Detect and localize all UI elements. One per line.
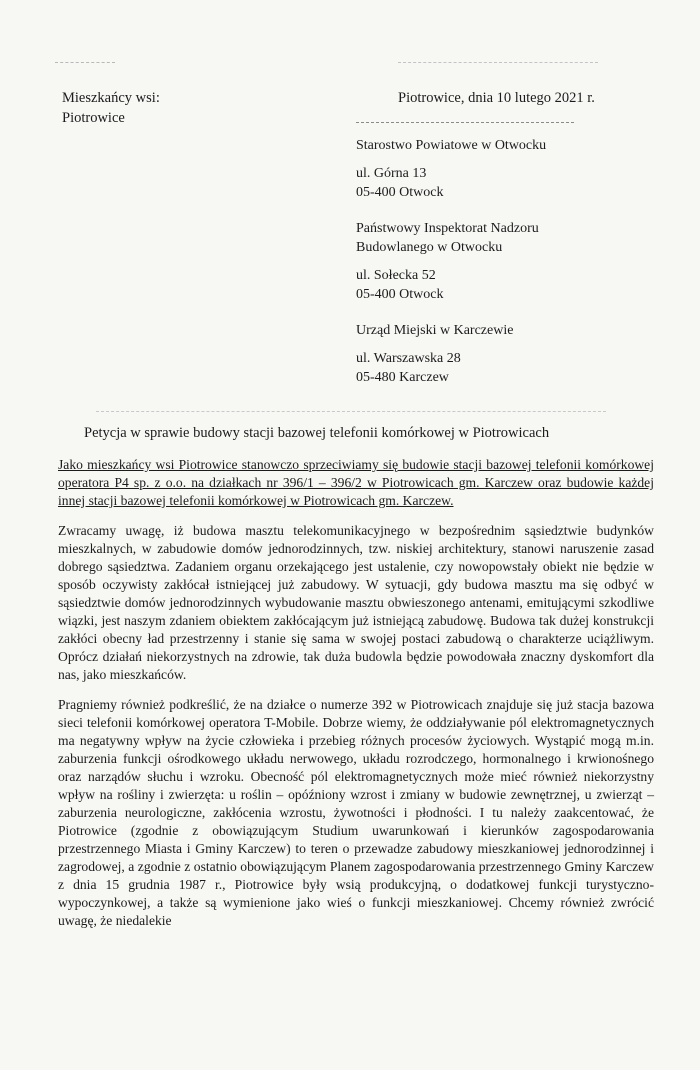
header-scratch-mark	[398, 62, 598, 63]
recipient-name: Urząd Miejski w Karczewie	[356, 323, 514, 338]
title-scratch-mark	[96, 411, 606, 412]
recipient	[356, 321, 686, 387]
recipient	[356, 219, 686, 304]
recipient-address-line: ul. Sołecka 52	[356, 268, 436, 283]
body-paragraph: Zwracamy uwagę, iż budowa masztu telekomunikacyjnego w bezpośrednim sąsiedztwie budynków mieszkalnych, w zabudowie domów jednorodzinnych, tzw. niskiej architektury, stanowi naruszenie zasad dobrego sąsiedztwa. Zadaniem organu orzekającego jest ustalenie, czy nowopowstały obiekt nie będzie w sposób oczywisty zakłócał istniejącej już zabudowy. W sytuacji, gdy budowa masztu ma się odbyć w sąsiedztwie domów jednorodzinnych wybudowanie masztu obwieszonego antenami, emitującymi szkodliwe wiązki, jest naszym zdaniem obiektem zakłócającym już istniejącą zabudowę. Budowa tak dużej konstrukcji zakłóci obecny ład przestrzenny i stanie się sama w swojej postaci zabudową o charakterze uciążliwym. Oprócz działań niekorzystnych na zdrowie, tak duża budowla będzie powodowała znaczny dyskomfort dla nas, jako mieszkańców.	[58, 523, 654, 682]
petition-statement: Jako mieszkańcy wsi Piotrowice stanowczo sprzeciwiamy się budowie stacji bazowej telefonii komórkowej operatora P4 sp. z o.o. na działkach nr 396/1 – 396/2 w Piotrowicach gm. Karczew oraz budowie każdej innej stacji bazowej telefonii komórkowej w Piotrowicach gm. Karczew.	[58, 457, 654, 508]
recipient-name: Państwowy Inspektorat Nadzoru Budowlanego w Otwocku	[356, 221, 539, 255]
petition-title: Petycja w sprawie budowy stacji bazowej telefonii komórkowej w Piotrowicach	[84, 425, 550, 441]
sender-line: Piotrowice	[62, 110, 125, 126]
recipient-address-line: 05-400 Otwock	[356, 287, 444, 302]
recipient-name: Starostwo Powiatowe w Otwocku	[356, 138, 547, 153]
recipient-address-line: 05-480 Karczew	[356, 370, 449, 385]
recipients-block	[356, 136, 686, 404]
recipient-address-line: ul. Górna 13	[356, 166, 427, 181]
date-underline	[356, 122, 574, 123]
recipient-address-line: ul. Warszawska 28	[356, 351, 461, 366]
petition-body	[58, 456, 654, 942]
document-date: Piotrowice, dnia 10 lutego 2021 r.	[398, 90, 595, 106]
sender-block	[62, 88, 160, 128]
recipient	[356, 136, 686, 202]
recipient-address-line: 05-400 Otwock	[356, 185, 444, 200]
sender-line: Mieszkańcy wsi:	[62, 90, 160, 106]
header-scratch-mark	[55, 62, 115, 63]
body-paragraph: Pragniemy również podkreślić, że na działce o numerze 392 w Piotrowicach znajduje się już stacja bazowa sieci telefonii komórkowej operatora T-Mobile. Dobrze wiemy, że oddziaływanie pól elektromagnetycznych ma negatywny wpływ na życie człowieka i przebieg różnych procesów życiowych. Wystąpić mogą m.in. zaburzenia funkcji ośrodkowego układu nerwowego, układu rozrodczego, hormonalnego i krwionośnego oraz narządów słuchu i wzroku. Obecność pól elektromagnetycznych może mieć również niekorzystny wpływ na rośliny i zwierzęta: u roślin – opóźniony wzrost i zmiany w budowie zewnętrznej, u zwierząt – zaburzenia neurologiczne, zakłócenia wzrostu, żywotności i płodności. I tu należy zaakcentować, że Piotrowice (zgodnie z obowiązującym Studium uwarunkowań i kierunków zagospodarowania przestrzennego Miasta i Gminy Karczew) to teren o przewadze zabudowy mieszkaniowej jednorodzinnej i zagrodowej, a zgodnie z ostatnio obowiązującym Planem zagospodarowania przestrzennego Gminy Karczew z dnia 15 grudnia 1987 r., Piotrowice były wsią produkcyjną, o dodatkowej funkcji turystyczno-wypoczynkowej, a także są wymienione jako wieś o funkcji mieszkaniowej. Chcemy również zwrócić uwagę, że niedalekie	[58, 697, 654, 928]
